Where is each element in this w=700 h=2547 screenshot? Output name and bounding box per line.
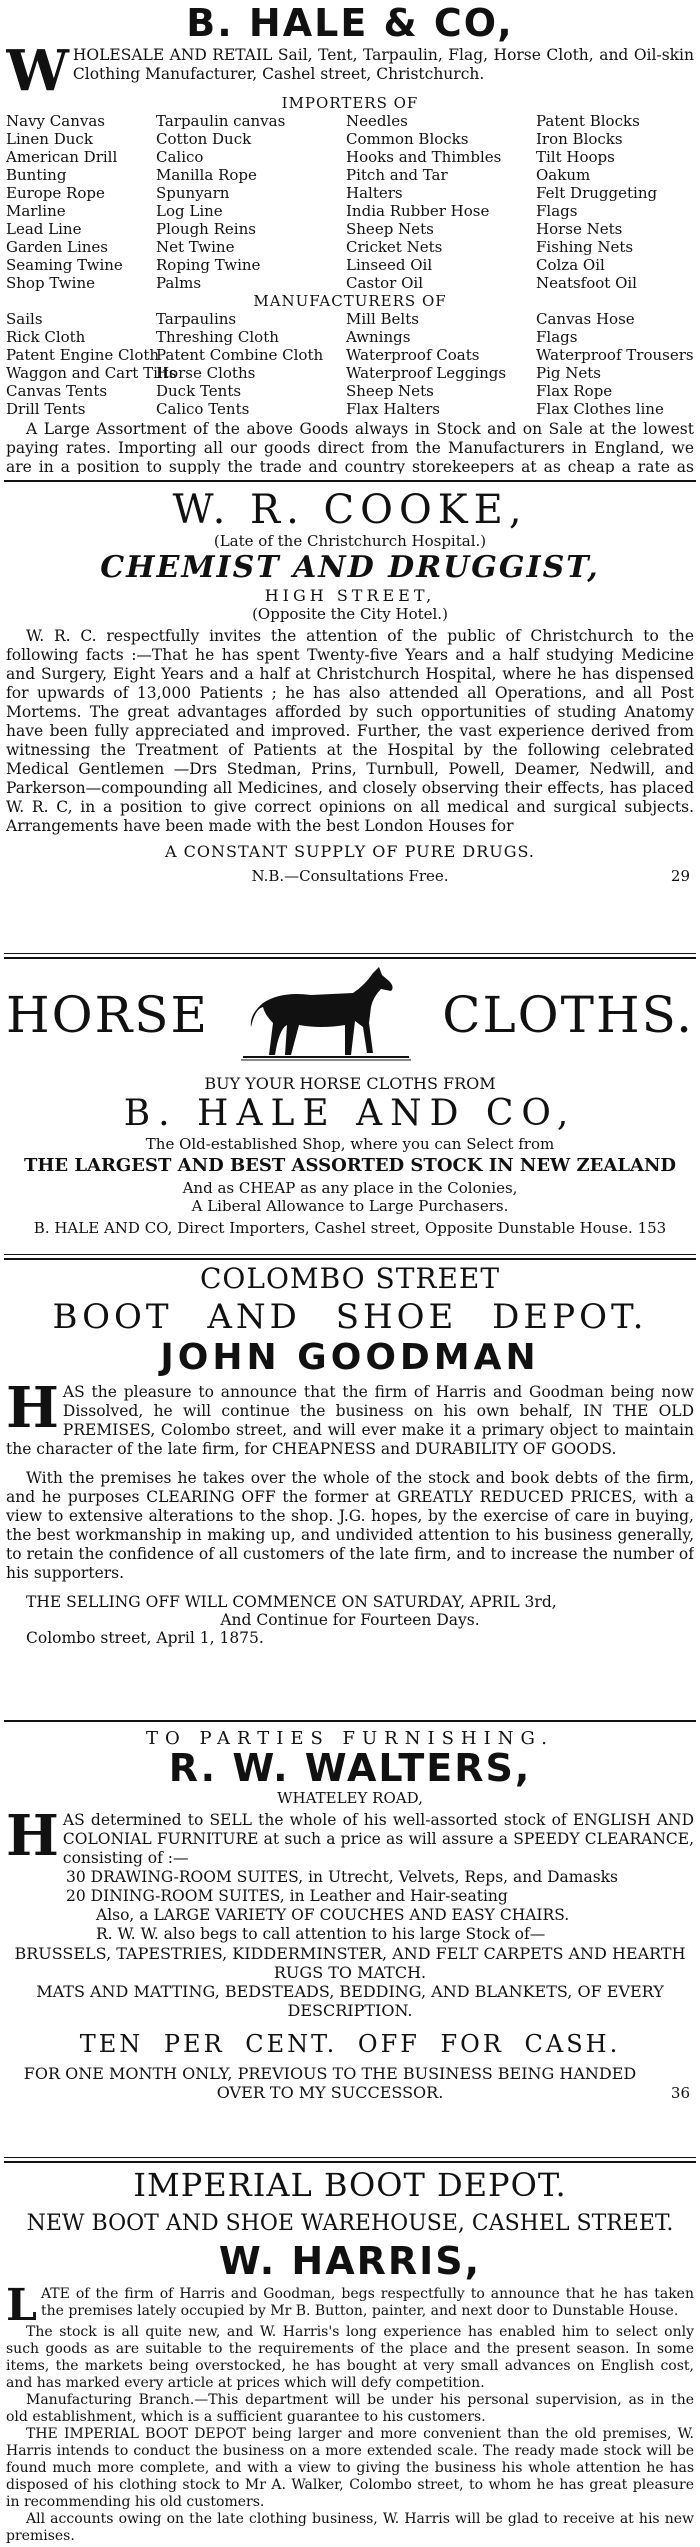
importers-item: American Drill [6,147,118,166]
importers-item: Linen Duck [6,129,93,148]
importers-item: Horse Nets [536,219,623,238]
harris-imperial: IMPERIAL BOOT DEPOT. [133,2166,567,2204]
horse-address-row [6,1219,694,1237]
importers-item: Colza Oil [536,255,605,274]
manufacturers-item: Drill Tents [6,399,86,418]
importers-item: Log Line [156,201,223,220]
manufacturers-list [6,310,694,418]
horse-left: HORSE [6,986,209,1044]
divider [4,953,696,959]
importers-item: Sheep Nets [346,219,434,238]
horse-header [6,960,694,1070]
horse-icon [241,963,411,1067]
importers-item: Calico [156,147,204,166]
importers-item: India Rubber Hose [346,201,490,220]
walters-num: 36 [670,2083,690,2102]
horse-address: B. HALE AND CO, Direct Importers, Cashel street, Opposite Dunstable House. [33,1219,633,1237]
importers-item: Marline [6,201,66,220]
importers-item: Patent Blocks [536,111,640,130]
walters-list [6,1868,694,1944]
hale-advert [6,4,694,474]
goodman-date: Colombo street, April 1, 1875. [26,1628,264,1647]
manufacturers-item: Sails [6,309,43,328]
walters-l1: 30 DRAWING-ROOM SUITES, in Utrecht, Velvets, Reps, and Damasks [66,1867,619,1886]
importers-item: Flags [536,201,578,220]
goodman-p1-text: AS the pleasure to announce that the firm of Harris and Goodman being now Dissolved, he will continue the business on his own behalf, IN THE OLD PREMISES, Colombo street, and will ever make it a primary object to maintain the character of the late firm, for CHEAPNESS and DURABILITY OF GOODS. [6,1382,694,1458]
importers-item: Needles [346,111,408,130]
walters-to: TO PARTIES FURNISHING. [146,1728,554,1749]
horse-advert [6,960,694,1250]
goodman-selling: THE SELLING OFF WILL COMMENCE ON SATURDAY, APRIL 3rd, [26,1592,557,1611]
goodman-continue: And Continue for Fourteen Days. [220,1610,480,1629]
importers-item: Spunyarn [156,183,230,202]
importers-item: Lead Line [6,219,82,238]
cooke-num: 29 [670,867,690,885]
hale-intro-text: HOLESALE AND RETAIL Sail, Tent, Tarpaulin, Flag, Horse Cloth, and Oil-skin Clothing Manufacturer, Cashel street, Christchurch. [72,45,694,83]
importers-item: Halters [346,183,403,202]
manufacturers-item: Flax Rope [536,381,613,400]
importers-item: Bunting [6,165,67,184]
goodman-p2: With the premises he takes over the whole of the stock and book debts of the firm, and he purposes CLEARING OFF the former at GREATLY REDUCED PRICES, with a view to extensive alterations to the shop. J.G. hopes, by the exercise of care in buying, the best workmanship in making up, and undivided attention to his business generally, to retain the confidence of all customers of the late firm, and to increase the number of his supporters. [6,1468,694,1582]
importers-item: Cotton Duck [156,129,252,148]
walters-footer-row [6,2064,694,2102]
divider [4,1254,696,1260]
goodman-street: COLOMBO STREET [199,1262,501,1295]
walters-l4: R. W. W. also begs to call attention to his large Stock of— [96,1924,546,1943]
harris-new: NEW BOOT AND SHOE WAREHOUSE, CASHEL STREET. [26,2211,674,2236]
walters-p1-text: AS determined to SELL the whole of his well-assorted stock of ENGLISH AND COLONIAL FURNITURE at such a price as will assure a SPEEDY CLEARANCE, consisting of :— [62,1810,694,1867]
importers-item: Tilt Hoops [536,147,615,166]
harris-p3: Manufacturing Branch.—This department will be under his personal supervision, as in the old establishment, which is a sufficient guarantee to his customers. [6,2391,694,2425]
importers-item: Pitch and Tar [346,165,448,184]
importers-item: Neatsfoot Oil [536,273,637,292]
cooke-advert [6,488,694,948]
manufacturers-item: Tarpaulins [156,309,237,328]
walters-p1 [6,1802,694,1869]
manufacturers-item: Flax Clothes line [536,399,664,418]
importers-item: Manilla Rope [156,165,257,184]
harris-advert [6,2166,694,2544]
walters-month: FOR ONE MONTH ONLY, PREVIOUS TO THE BUSINESS BEING HANDED OVER TO MY SUCCESSOR. [23,2063,637,2102]
horse-firm: B. HALE AND CO, [123,1093,577,1134]
manufacturers-item: Waterproof Coats [346,345,480,364]
hale-footer: A Large Assortment of the above Goods always in Stock and on Sale at the lowest paying rates. Importing all our goods direct from the Manufacturers in England, we are in a position to supply the trade and country storekeepers at as cheap a rate as [6,419,694,474]
importers-item: Oakum [536,165,591,184]
walters-ten: TEN PER CENT. OFF FOR CASH. [79,2029,621,2058]
manufacturers-item: Calico Tents [156,399,250,418]
cooke-name: W. R. COOKE, [172,488,528,533]
manufacturers-item: Waterproof Leggings [346,363,507,382]
manufacturers-item: Patent Combine Cloth [156,345,324,364]
horse-num: 153 [637,1219,667,1237]
walters-road: WHATELEY ROAD, [277,1788,423,1807]
drop-cap: W [6,37,69,104]
goodman-name: JOHN GOODMAN [160,1337,540,1378]
drop-cap: H [6,1802,59,1869]
harris-p1-text: ATE of the firm of Harris and Goodman, begs respectfully to announce that he has taken the premises lately occupied by Mr B. Button, painter, and next door to Dunstable House. [40,2285,694,2319]
harris-p5: All accounts owing on the late clothing business, W. Harris will be glad to receive at his new premises. [6,2510,694,2544]
walters-l5: BRUSSELS, TAPESTRIES, KIDDERMINSTER, AND FELT CARPETS AND HEARTH RUGS TO MATCH. [14,1943,686,1982]
horse-cheap: And as CHEAP as any place in the Colonies, [182,1179,518,1197]
importers-item: Felt Druggeting [536,183,658,202]
importers-item: Tarpaulin canvas [156,111,286,130]
divider [4,1720,696,1722]
cooke-trade: CHEMIST AND DRUGGIST, [100,550,600,585]
importers-item: Garden Lines [6,237,108,256]
importers-item: Castor Oil [346,273,424,292]
importers-item: Iron Blocks [536,129,623,148]
harris-body [6,2279,694,2544]
manufacturers-item: Pig Nets [536,363,601,382]
goodman-depot: BOOT AND SHOE DEPOT. [52,1297,648,1337]
cooke-street: HIGH STREET, [264,586,436,605]
manufacturers-item: Canvas Tents [6,381,108,400]
importers-item: Net Twine [156,237,235,256]
importers-item: Cricket Nets [346,237,443,256]
importers-item: Seaming Twine [6,255,123,274]
horse-largest: THE LARGEST AND BEST ASSORTED STOCK IN NEW ZEALAND [23,1155,677,1176]
importers-list [6,112,694,292]
manufacturers-heading: MANUFACTURERS OF [253,291,447,310]
manufacturers-item: Flax Halters [346,399,440,418]
manufacturers-item: Awnings [346,327,411,346]
importers-heading: IMPORTERS OF [281,93,419,112]
manufacturers-item: Threshing Cloth [156,327,279,346]
cooke-body: W. R. C. respectfully invites the attention of the public of Christchurch to the following facts :—That he has spent Twenty-five Years and a half studying Medicine and Surgery, Eight Years and a half at Christchurch Hospital, where he has dispensed for upwards of 13,000 Patients ; he has also attended all Operations, and all Post Mortems. The great advantages afforded by such opportunities of studing Anatomy have been fully appreciated and improved. Further, the vast experience derived from witnessing the Treatment of Patients at the Hospital by the following celebrated Medical Gentlemen —Drs Stedman, Prins, Turnbull, Powell, Deamer, Nedwill, and Parkerson—compounding all Medicines, and closely observing their effects, has placed W. R. C, in a position to give correct opinions on all medical and surgical subjects. Arrangements have been made with the best London Houses for [6,627,694,835]
importers-item: Europe Rope [6,183,105,202]
manufacturers-item: Sheep Nets [346,381,434,400]
manufacturers-item: Rick Cloth [6,327,86,346]
divider [4,480,696,482]
walters-l6: MATS AND MATTING, BEDSTEADS, BEDDING, AND BLANKETS, OF EVERY DESCRIPTION. [36,1981,664,2020]
horse-buy: BUY YOUR HORSE CLOTHS FROM [204,1074,496,1093]
cooke-supply: A CONSTANT SUPPLY OF PURE DRUGS. [165,842,535,861]
importers-item: Common Blocks [346,129,469,148]
cooke-footer-row [6,867,694,889]
manufacturers-item: Patent Engine Cloth [6,345,160,364]
hale-title: B. HALE & CO, [186,4,514,45]
horse-shop: The Old-established Shop, where you can Select from [145,1135,555,1153]
manufacturers-item: Horse Cloths [156,363,256,382]
goodman-advert [6,1262,694,1717]
harris-p4: THE IMPERIAL BOOT DEPOT being larger and more convenient than the old premises, W. Harris intends to conduct the business on a more extended scale. The ready made stock will be found much more complete, and with a view to giving the business his whole attention he has disposed of his clothing stock to Mr A. Walker, Colombo street, to whom he has great pleasure in recommending his old customers. [6,2425,694,2510]
importers-item: Shop Twine [6,273,95,292]
importers-item: Hooks and Thimbles [346,147,502,166]
importers-item: Linseed Oil [346,255,433,274]
importers-item: Roping Twine [156,255,261,274]
drop-cap: H [6,1374,59,1441]
cooke-opposite: (Opposite the City Hotel.) [252,605,448,623]
divider [4,2157,696,2163]
manufacturers-item: Waggon and Cart Tilts [6,363,177,382]
harris-p2: The stock is all quite new, and W. Harris's long experience has enabled him to select only such goods as are suitable to the requirements of the place and the present season. In some items, the markets being overstocked, he has bought at very small advances on English cost, and has marked every article at prices which will defy competition. [6,2323,694,2391]
horse-right: CLOTHS. [442,986,694,1044]
manufacturers-item: Waterproof Trousers [536,345,694,364]
goodman-p1 [6,1374,694,1459]
importers-item: Navy Canvas [6,111,105,130]
manufacturers-item: Duck Tents [156,381,242,400]
manufacturers-item: Canvas Hose [536,309,635,328]
importers-item: Plough Reins [156,219,256,238]
walters-name: R. W. WALTERS, [168,1746,532,1790]
manufacturers-item: Flags [536,327,578,346]
cooke-late: (Late of the Christchurch Hospital.) [213,532,487,550]
importers-item: Palms [156,273,202,292]
harris-p1 [6,2279,694,2331]
walters-l3: Also, a LARGE VARIETY OF COUCHES AND EASY CHAIRS. [96,1905,570,1924]
horse-allowance: A Liberal Allowance to Large Purchasers. [191,1197,509,1215]
cooke-nb: N.B.—Consultations Free. [251,867,449,885]
importers-item: Fishing Nets [536,237,634,256]
harris-name: W. HARRIS, [218,2239,482,2283]
manufacturers-item: Mill Belts [346,309,419,328]
walters-advert [6,1728,694,2153]
drop-cap: L [6,2279,37,2331]
walters-l2: 20 DINING-ROOM SUITES, in Leather and Hair-seating [66,1886,508,1905]
